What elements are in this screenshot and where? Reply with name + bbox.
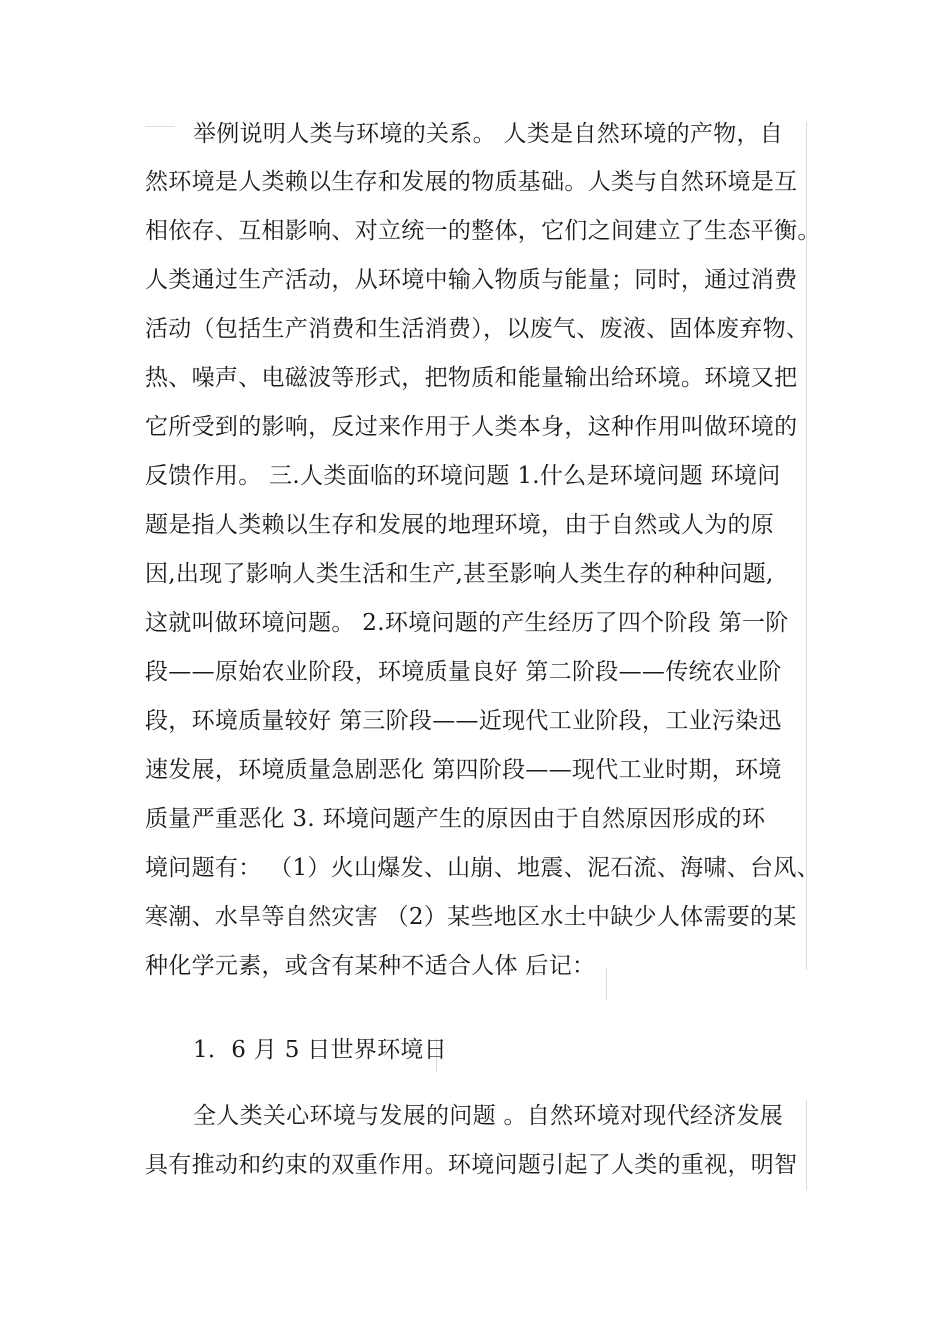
paragraph-1-line-8: 反馈作用。 三.人类面临的环境问题 1.什么是环境问题 环境问	[145, 463, 781, 489]
paragraph-1-line-14: 速发展，环境质量急剧恶化 第四阶段——现代工业时期，环境	[145, 757, 782, 783]
paragraph-1-line-12: 段——原始农业阶段，环境质量良好 第二阶段——传统农业阶	[145, 659, 782, 685]
paragraph-1-line-5: 活动（包括生产消费和生活消费），以废气、废液、固体废弃物、	[145, 316, 810, 342]
paragraph-1-line-7: 它所受到的影响，反过来作用于人类本身，这种作用叫做环境的	[145, 414, 798, 440]
paragraph-1-line-3: 相依存、互相影响、对立统一的整体，它们之间建立了生态平衡。	[145, 218, 821, 244]
paragraph-1-line-17: 寒潮、水旱等自然灾害 （2）某些地区水土中缺少人体需要的某	[145, 904, 797, 930]
paragraph-1-line-1: 举例说明人类与环境的关系。 人类是自然环境的产物，自	[193, 121, 784, 147]
paragraph-3-line-2: 具有推动和约束的双重作用。环境问题引起了人类的重视，明智	[145, 1152, 798, 1178]
paragraph-1-line-2: 然环境是人类赖以生存和发展的物质基础。人类与自然环境是互	[145, 169, 798, 195]
right-rule-2	[606, 968, 607, 1000]
right-rule-4	[806, 1100, 807, 1190]
paragraph-3-line-1: 全人类关心环境与发展的问题 。自然环境对现代经济发展	[193, 1103, 784, 1129]
paragraph-1-line-9: 题是指人类赖以生存和发展的地理环境，由于自然或人为的原	[145, 512, 775, 538]
paragraph-1-line-4: 人类通过生产活动，从环境中输入物质与能量；同时，通过消费	[145, 267, 798, 293]
paragraph-1-line-13: 段，环境质量较好 第三阶段——近现代工业阶段，工业污染迅	[145, 708, 782, 734]
top-rule	[145, 126, 175, 127]
paragraph-1-line-10: 因,出现了影响人类生活和生产,甚至影响人类生存的种种问题,	[145, 561, 774, 587]
paragraph-2-line-1: 1．6 月 5 日世界环境日	[193, 1037, 448, 1063]
paragraph-1-line-16: 境问题有： （1）火山爆发、山崩、地震、泥石流、海啸、台风、	[145, 855, 820, 881]
paragraph-1-line-15: 质量严重恶化 3. 环境问题产生的原因由于自然原因形成的环	[145, 806, 766, 832]
paragraph-1-line-11: 这就叫做环境问题。 2.环境问题的产生经历了四个阶段 第一阶	[145, 610, 789, 636]
paragraph-1-line-18: 种化学元素，或含有某种不适合人体 后记：	[145, 953, 596, 979]
paragraph-1-line-6: 热、噪声、电磁波等形式，把物质和能量输出给环境。环境又把	[145, 365, 798, 391]
